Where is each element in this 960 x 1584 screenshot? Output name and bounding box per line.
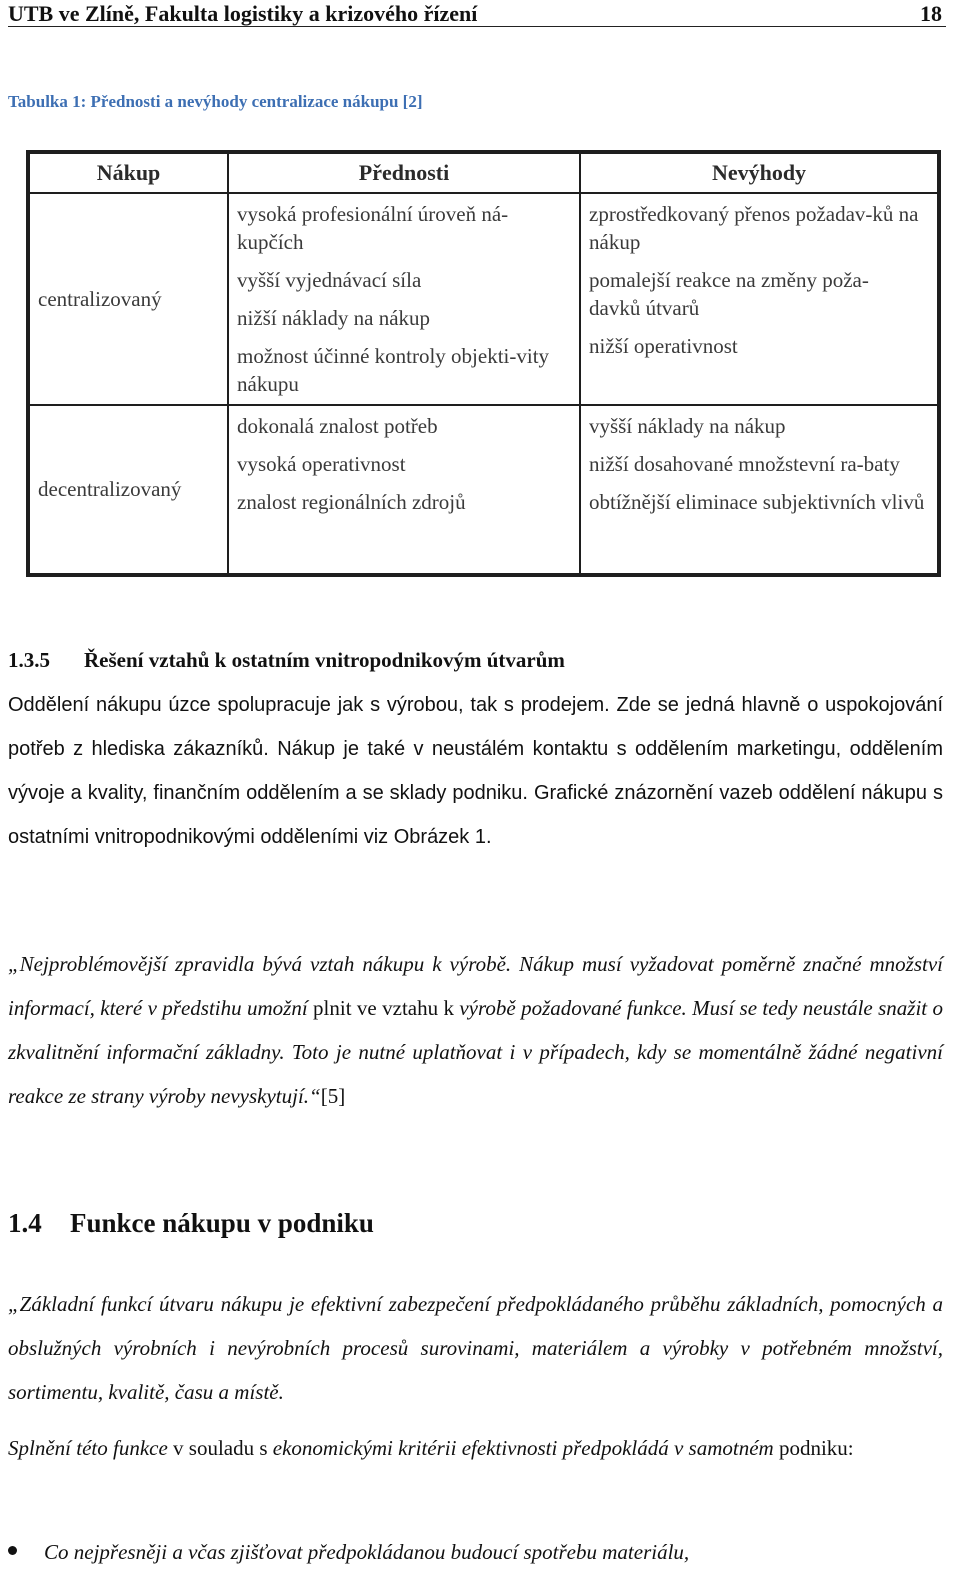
quote-paragraph [8, 942, 943, 1118]
quote-text: ekonomickými kritérii efektivnosti předpokládá v samotném [272, 1436, 774, 1460]
section-title: Funkce nákupu v podniku [70, 1208, 374, 1238]
disadvantages-cell [580, 405, 939, 575]
list-item: nižší náklady na nákup [237, 306, 431, 330]
list-item: možnost účinné kontroly objekti-vity nákupu [237, 344, 550, 396]
section-heading [8, 1208, 374, 1239]
advantages-cell [228, 405, 580, 575]
category-cell: decentralizovaný [28, 405, 228, 575]
list-item: vysoká operativnost [237, 452, 406, 476]
list-item: dokonalá znalost potřeb [237, 414, 438, 438]
list-item: obtížnější eliminace subjektivních vlivů [589, 490, 925, 514]
list-item: nižší operativnost [589, 334, 738, 358]
plain-text: plnit ve vztahu k [307, 996, 460, 1020]
table-row [28, 405, 939, 575]
header-title: UTB ve Zlíně, Fakulta logistiky a krizového řízení [8, 1, 478, 26]
table-row [28, 193, 939, 405]
section-number: 1.4 [8, 1208, 42, 1238]
page-number: 18 [920, 1, 942, 26]
list-item: vysoká profesionální úroveň ná-kupčích [237, 202, 509, 254]
paragraph: Oddělení nákupu úzce spolupracuje jak s výrobou, tak s prodejem. Zde se jedná hlavně o uspokojování potřeb z hlediska zákazníků. Nákup je také v neustálém kontaktu s oddělením marketingu, oddělením vývoje a kvality, finančním oddělením a se sklady podniku. Grafické znázornění vazeb oddělení nákupu s ostatními vnitropodnikovými odděleními viz Obrázek 1. [8, 694, 943, 848]
section-heading [8, 648, 565, 673]
list-item: vyšší vyjednávací síla [237, 268, 422, 292]
column-header: Přednosti [228, 152, 580, 193]
list-item: vyšší náklady na nákup [589, 414, 786, 438]
column-header: Nevýhody [580, 152, 939, 193]
page-header [8, 0, 946, 27]
citation: [5] [320, 1084, 346, 1108]
quote-text: Splnění této funkce [8, 1436, 168, 1460]
list-item: pomalejší reakce na změny poža-davků útvarů [589, 268, 869, 320]
category-cell: centralizovaný [28, 193, 228, 405]
list-item: nižší dosahované množstevní ra-baty [589, 452, 900, 476]
list-item: znalost regionálních zdrojů [237, 490, 466, 514]
paragraph [8, 1426, 943, 1470]
table-header-row [28, 152, 939, 193]
column-header: Nákup [28, 152, 228, 193]
bullet-item [44, 1530, 689, 1574]
quote-paragraph: „Základní funkcí útvaru nákupu je efektivní zabezpečení předpokládaného průběhu základních, pomocných a obslužných výrobních i nevýrobních procesů surovinami, materiálem a výrobky v potřebném množství, sortimentu, kvalitě, času a místě. [8, 1292, 943, 1404]
quote-text: „Nejproblémovější zpravidla bývá vztah nákupu k výrobě. Nákup musí vyžadovat poměrně značné množství informací, které v předstihu umožní [8, 952, 943, 1020]
comparison-table [26, 150, 941, 577]
disadvantages-cell [580, 193, 939, 405]
list-item: zprostředkovaný přenos požadav-ků na nákup [589, 202, 919, 254]
bullet-icon [8, 1546, 17, 1555]
plain-text: podniku: [773, 1436, 854, 1460]
quote-text: výrobě požadované funkce. Musí se tedy neustále snažit o zkvalitnění informační základny. Toto je nutné uplatňovat i v případech, kdy se momentálně žádné negativní reakce ze strany výroby nevyskytují.“ [8, 996, 943, 1108]
section-number: 1.3.5 [8, 648, 50, 672]
bullet-text: Co nejpřesněji a včas zjišťovat předpokládanou budoucí spotřebu materiálu, [44, 1540, 690, 1564]
section-title: Řešení vztahů k ostatním vnitropodnikovým útvarům [84, 648, 565, 672]
table-caption: Tabulka 1: Přednosti a nevýhody centralizace nákupu [2] [8, 92, 423, 111]
advantages-cell [228, 193, 580, 405]
plain-text: v souladu s [167, 1436, 273, 1460]
